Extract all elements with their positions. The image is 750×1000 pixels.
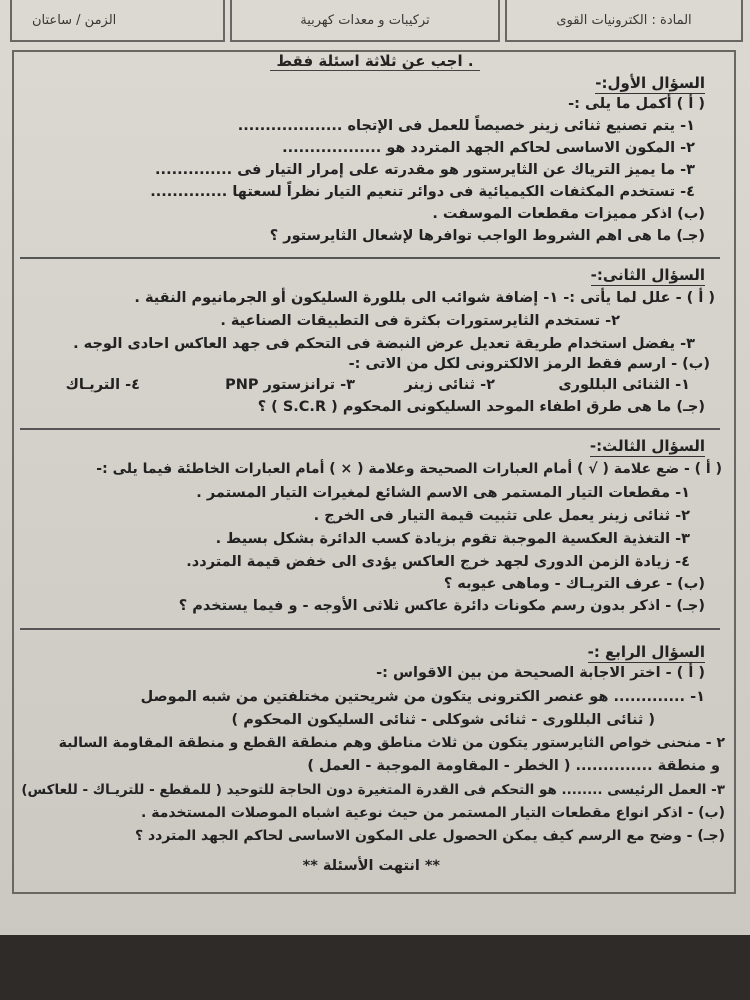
- separator: [20, 428, 720, 430]
- q1-a-item: ٢- المكون الاساسى لحاكم الجهد المتردد هو ..................: [282, 140, 695, 156]
- q1-b: (ب) اذكر مميزات مقطعات الموسفت .: [432, 206, 705, 222]
- time-label: الزمن / ساعتان: [32, 12, 117, 28]
- q4-a-item: ( ثنائى البللورى - ثنائى شوكلى - ثنائى السليكون المحكوم ): [231, 712, 655, 728]
- q4-a-item: ٢ - منحنى خواص الثايرستور يتكون من ثلاث مناطق وهم منطقة القطع و منطقة المقاومة السالبة: [58, 735, 725, 751]
- q2-a-item: ٣- يفضل استخدام طريقة تعديل عرض النبضة فى التحكم فى جهد العاكس احادى الوجه .: [73, 336, 695, 352]
- q3-a-item: ١- مقطعات التيار المستمر هى الاسم الشائع لمغيرات التيار المستمر .: [196, 485, 690, 501]
- q4-title: السؤال الرابع :-: [587, 643, 705, 661]
- separator: [20, 628, 720, 630]
- q1-title: السؤال الأول:-: [595, 74, 705, 92]
- q1-c: (جـ) ما هى اهم الشروط الواجب توافرها لإشعال الثايرستور ؟: [269, 228, 705, 244]
- q4-c: (جـ) - وضح مع الرسم كيف يمكن الحصول على المكون الاساسى لحاكم الجهد المتردد ؟: [134, 828, 725, 844]
- course-label: تركيبات و معدات كهربية: [300, 12, 430, 28]
- q4-a-item: و منطقة .............. ( الخطر - المقاومة الموجبة - العمل ): [307, 758, 720, 774]
- q2-b-option: ٣- ترانزستور PNP: [225, 377, 355, 393]
- q3-b: (ب) - عرف التريـاك - وماهى عيوبه ؟: [443, 576, 705, 592]
- q3-c: (جـ) - اذكر بدون رسم مكونات دائرة عاكس ثلاثى الأوجه - و فيما يستخدم ؟: [178, 598, 705, 614]
- q3-a-item: ٣- التغذية العكسية الموجبة تقوم بزيادة كسب الدائرة بشكل بسيط .: [215, 531, 690, 547]
- subject-box: [505, 0, 743, 42]
- subject-label: المادة : الكترونيات القوى: [556, 12, 692, 28]
- q2-title: السؤال الثانى:-: [590, 266, 705, 284]
- q2-a-item: ٢- تستخدم الثايرستورات بكثرة فى التطبيقات الصناعية .: [220, 313, 620, 329]
- q2-a-item: ( أ ) - علل لما يأتى :- ١- إضافة شوائب الى بللورة السليكون أو الجرمانيوم النقية .: [134, 290, 715, 306]
- separator: [20, 257, 720, 259]
- q3-title: السؤال الثالث:-: [589, 437, 705, 455]
- course-box: [230, 0, 500, 42]
- q2-b: (ب) - ارسم فقط الرمز الالكترونى لكل من الاتى :-: [348, 356, 710, 372]
- instruction: اجب عن ثلاثة اسئلة فقط .: [0, 52, 750, 70]
- q1-a-item: ١- يتم تصنيع ثنائى زينر خصيصاً للعمل فى الإتجاه ...................: [237, 118, 695, 134]
- q2-b-option: ٢- ثنائى زينر: [404, 377, 495, 393]
- q4-a-title: ( أ ) - اختر الاجابة الصحيحة من بين الاقواس :-: [376, 665, 705, 681]
- q2-b-option: ٤- التريـاك: [65, 377, 140, 393]
- time-box: [10, 0, 225, 42]
- q4-a-item: ٣- العمل الرئيسى ........ هو التحكم فى القدرة المتغيرة دون الحاجة للتوحيد ( للمقطع - للتريـاك - للعاكس): [21, 782, 725, 798]
- q2-b-option: ١- الثنائى البللورى: [558, 377, 690, 393]
- q1-a-item: ٣- ما يميز الترياك عن الثايرستور هو مقدرته على إمرار التيار فى ..............: [155, 162, 695, 178]
- q3-a-item: ٢- ثنائى زينر يعمل على تثبيت قيمة التيار فى الخرج .: [313, 508, 690, 524]
- q1-a-item: ٤- تستخدم المكثفات الكيميائية فى دوائر تنعيم التيار نظراً لسعتها ..............: [150, 184, 695, 200]
- end-note: ** انتهت الأسئلة **: [302, 858, 440, 874]
- q3-a-title: ( أ ) - ضع علامة ( √ ) أمام العبارات الصحيحة وعلامة ( × ) أمام العبارات الخاطئة فيما يلى :-: [96, 461, 722, 477]
- q4-b: (ب) - اذكر انواع مقطعات التيار المستمر من حيث نوعية اشباه الموصلات المستخدمة .: [141, 805, 725, 821]
- background-surface: [0, 935, 750, 1000]
- q4-a-item: ١- ............. هو عنصر الكترونى يتكون من شريحتين مختلفتين من شبه الموصل: [140, 689, 705, 705]
- q1-a-title: ( أ ) أكمل ما يلى :-: [568, 96, 705, 112]
- q3-a-item: ٤- زيادة الزمن الدورى لجهد خرج العاكس يؤدى الى خفض قيمة المتردد.: [186, 554, 690, 570]
- q2-c: (جـ) ما هى طرق اطفاء الموحد السليكونى المحكوم ( S.C.R ) ؟: [257, 399, 705, 415]
